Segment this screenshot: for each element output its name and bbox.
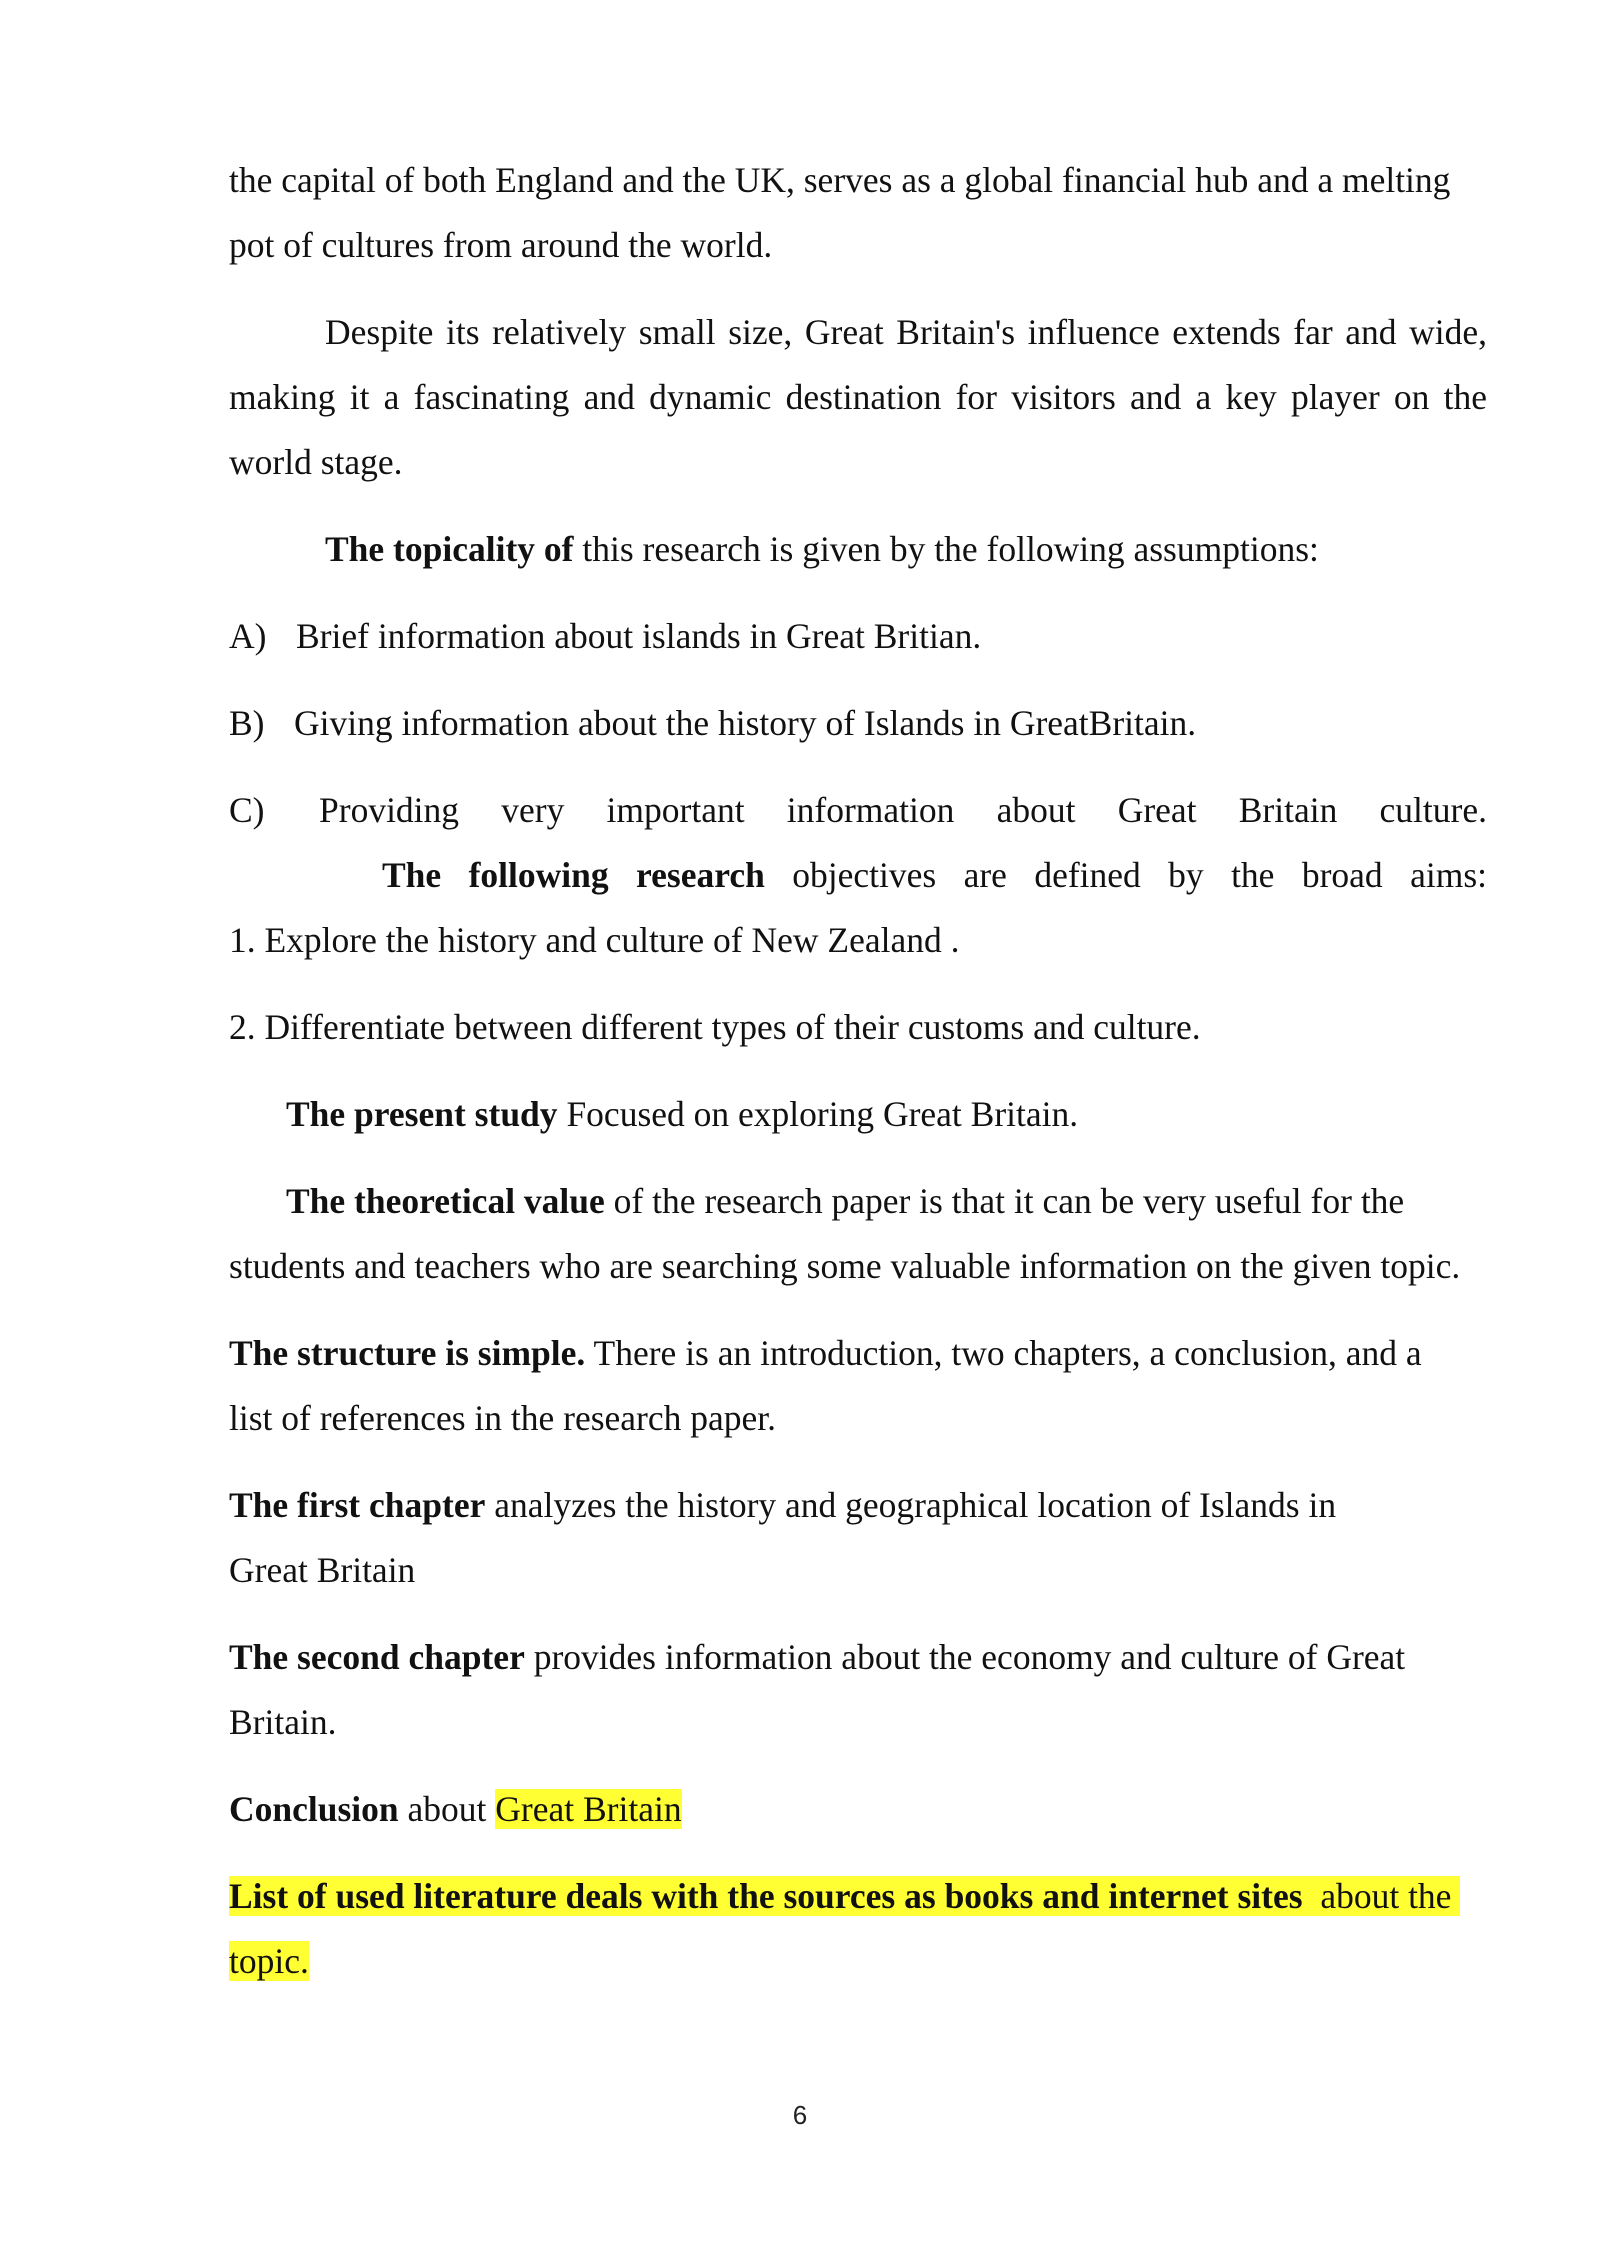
first-chapter-paragraph [229,1473,1487,1603]
literature-heading: List of used literature deals with the sources as books and internet sites [229,1876,1303,1916]
list-marker: B) [229,703,265,743]
second-chapter-paragraph [229,1625,1487,1755]
theoretical-value-heading: The theoretical value [286,1181,605,1221]
literature-paragraph [229,1864,1487,1994]
topicality-paragraph [229,517,1487,582]
conclusion-paragraph [229,1777,1487,1842]
list-marker: C) [229,790,265,830]
list-item-text: Brief information about islands in Great Britian. [296,616,982,656]
conclusion-highlight: Great Britain [495,1789,682,1829]
paragraph-text: Despite its relatively small size, Great Britain's influence extends far and wide, making it a fascinating and dynamic destination for visitors and a key player on the world stage. [229,312,1487,482]
list-item-text: Providing very important information about Great Britain culture. [319,790,1487,830]
literature-text: about the topic. [229,1876,1461,1981]
assumption-c [229,778,1487,843]
theoretical-value-paragraph [229,1169,1487,1299]
second-chapter-text: provides information about the economy and culture of Great Britain. [229,1637,1406,1742]
present-study-paragraph [229,1082,1487,1147]
present-study-heading: The present study [286,1094,558,1134]
list-marker: A) [229,616,267,656]
first-chapter-heading: The first chapter [229,1485,486,1525]
conclusion-text: about [398,1789,496,1829]
theoretical-value-text: of the research paper is that it can be very useful for the students and teachers who are searching some valuable information on the given topic. [229,1181,1461,1286]
intro-paragraph-influence [229,300,1487,495]
structure-heading: The structure is simple. [229,1333,586,1373]
page-number: 6 [792,2100,808,2130]
paragraph-text: the capital of both England and the UK, serves as a global financial hub and a melting pot of cultures from around the world. [229,160,1451,265]
objectives-heading: The following research [382,855,765,895]
present-study-text: Focused on exploring Great Britain. [557,1094,1079,1134]
first-chapter-text: analyzes the history and geographical location of Islands in Great Britain [229,1485,1337,1590]
topicality-heading: The topicality of [325,529,574,569]
objective-item-2 [229,995,1487,1060]
objective-item: 1. Explore the history and culture of New Zealand . [229,920,960,960]
assumption-a [229,604,1487,669]
topicality-text: this research is given by the following assumptions: [573,529,1319,569]
objective-item: 2. Differentiate between different types of their customs and culture. [229,1007,1201,1047]
assumption-b [229,691,1487,756]
document-body [229,148,1487,2016]
structure-paragraph [229,1321,1487,1451]
objectives-paragraph [229,843,1487,973]
intro-paragraph-capital [229,148,1487,278]
conclusion-heading: Conclusion [229,1789,399,1829]
objectives-heading-text: objectives are defined by the broad aims: [764,855,1487,895]
second-chapter-heading: The second chapter [229,1637,525,1677]
list-item-text: Giving information about the history of Islands in GreatBritain. [294,703,1197,743]
structure-text: There is an introduction, two chapters, a conclusion, and a list of references in the research paper. [229,1333,1422,1438]
objectives-heading-line [229,843,1487,908]
